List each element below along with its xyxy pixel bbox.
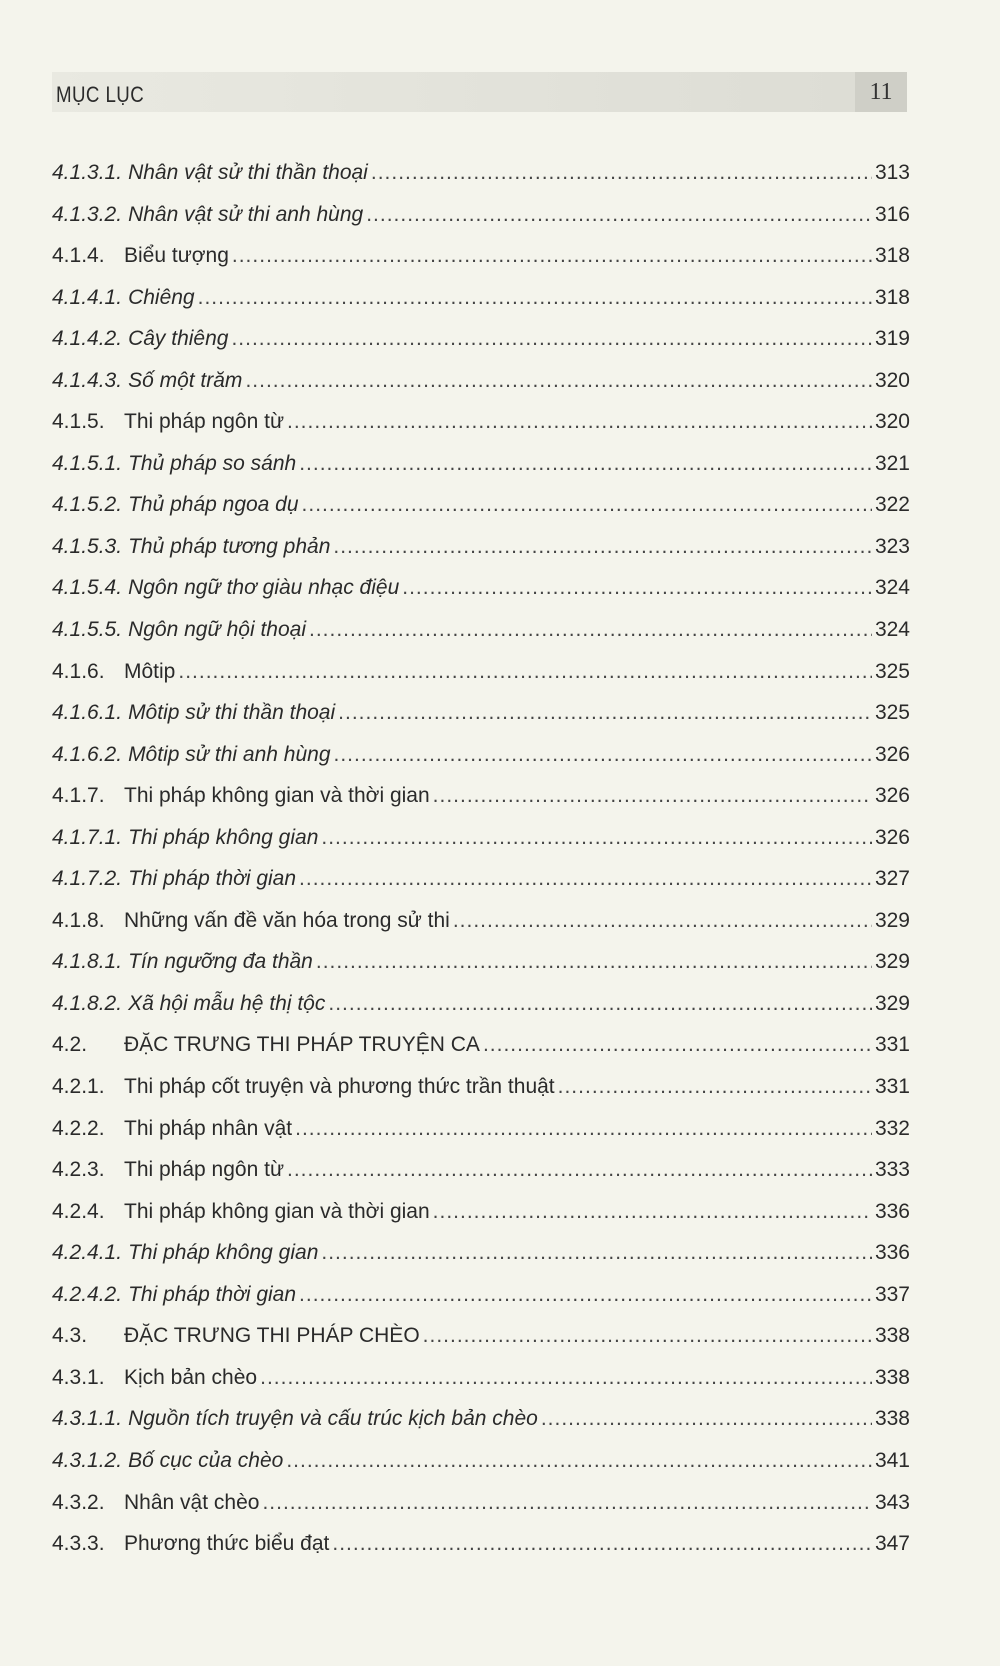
toc-entry-page: 319 [874,327,910,351]
toc-entry-number: 4.1.8. [52,908,105,932]
toc-entry-title: Môtip sử thi thần thoại [128,701,336,725]
toc-entry-number: 4.1.4.2. [52,327,123,351]
toc-entry-title: Tín ngưỡng đa thần [128,950,313,974]
toc-entry-title: Ngôn ngữ thơ giàu nhạc điệu [128,576,400,600]
toc-entry [52,443,910,485]
toc-entry-page: 326 [874,784,910,808]
toc-entry-number: 4.1.4.3. [52,368,123,392]
toc-entry [52,983,910,1025]
toc-entry [52,1357,910,1399]
toc-entry-page: 324 [874,618,910,642]
toc-entry-number: 4.1.3.1. [52,161,123,184]
toc-entry-number: 4.1.5.2. [52,493,123,517]
toc-dot-leader [302,484,872,526]
toc-entry-title: Xã hội mẫu hệ thị tộc [128,991,326,1015]
toc-entry [52,484,910,526]
toc-entry [52,900,910,942]
toc-entry-page: 341 [874,1448,910,1472]
toc-dot-leader [260,1357,872,1399]
header-page-number: 11 [855,72,907,112]
toc-dot-leader [332,1523,872,1565]
toc-entry [52,609,910,651]
toc-entry-page: 325 [874,659,910,683]
toc-entry-page: 338 [874,1365,910,1389]
toc-dot-leader [299,1274,872,1316]
toc-entry-number: 4.1.4.1. [52,285,123,309]
toc-entry-title: ĐẶC TRƯNG THI PHÁP TRUYỆN CA [124,1033,480,1057]
toc-dot-leader [366,194,872,236]
toc-entry [52,1024,910,1066]
toc-entry [52,1398,910,1440]
toc-entry [52,734,910,776]
toc-entry [52,1232,910,1274]
toc-entry-title: Nhân vật chèo [124,1490,260,1514]
toc-dot-leader [558,1066,872,1108]
toc-dot-leader [178,651,872,693]
toc-entry [52,1440,910,1482]
toc-entry [52,858,910,900]
toc-dot-leader [309,609,872,651]
toc-entry [52,360,910,402]
toc-dot-leader [402,567,872,609]
toc-entry [52,1149,910,1191]
page-header [52,72,907,112]
toc-dot-leader [423,1315,872,1357]
toc-entry-page: 331 [874,1033,910,1057]
toc-dot-leader [433,775,872,817]
toc-dot-leader [371,152,872,194]
toc-entry-page: 321 [874,451,910,475]
toc-entry [52,526,910,568]
toc-entry-page: 337 [874,1282,910,1306]
toc-entry-title: Thi pháp ngôn từ [124,410,285,434]
toc-entry-page: 347 [874,1532,910,1556]
toc-entry-title: Thi pháp không gian [128,825,319,849]
toc-entry-number: 4.1.5. [52,410,105,434]
toc-entry-number: 4.1.6.2. [52,742,123,766]
toc-entry-number: 4.1.3.2. [52,202,123,226]
toc-entry-number: 4.3. [52,1324,88,1348]
toc-entry [52,692,910,734]
toc-entry-title: Biểu tượng [124,244,229,268]
toc-dot-leader [262,1482,872,1524]
toc-dot-leader [287,401,872,443]
toc-entry-page: 320 [874,368,910,392]
toc-entry-page: 318 [874,244,910,268]
toc-dot-leader [286,1440,872,1482]
toc-entry-title: Những vấn đề văn hóa trong sử thi [124,908,450,932]
toc-entry-page: 329 [874,950,910,974]
toc-entry-page: 332 [874,1116,910,1140]
toc-entry-title: Kịch bản chèo [124,1365,258,1389]
toc-entry-title: Thi pháp không gian và thời gian [124,1199,430,1223]
toc-entry-number: 4.1.5.3. [52,534,123,558]
toc-entry [52,775,910,817]
toc-entry-page: 326 [874,825,910,849]
toc-entry-title: Thi pháp cốt truyện và phương thức trần thuật [124,1075,555,1099]
toc-entry-number: 4.3.1. [52,1365,105,1389]
toc-entry-title: Thi pháp ngôn từ [124,1158,285,1182]
toc-entry-number: 4.1.4. [52,244,105,268]
toc-dot-leader [198,277,872,319]
toc-entry [52,194,910,236]
toc-dot-leader [299,443,872,485]
toc-entry-number: 4.2.3. [52,1158,105,1182]
toc-dot-leader [231,318,871,360]
toc-entry-number: 4.1.7.1. [52,825,123,849]
toc-entry-number: 4.1.5.1. [52,451,123,475]
toc-dot-leader [541,1398,872,1440]
toc-entry-title: Thi pháp nhân vật [124,1116,293,1140]
header-title: MỤC LỤC [56,82,145,107]
toc-entry-page: 313 [874,161,910,184]
toc-dot-leader [321,817,872,859]
toc-dot-leader [321,1232,872,1274]
toc-dot-leader [334,734,872,776]
toc-entry-page: 338 [874,1407,910,1431]
toc-entry-page: 336 [874,1241,910,1265]
toc-entry-page: 329 [874,908,910,932]
toc-entry-number: 4.2.2. [52,1116,105,1140]
toc-dot-leader [316,941,872,983]
toc-dot-leader [328,983,872,1025]
toc-entry-page: 327 [874,867,910,891]
toc-entry-title: ĐẶC TRƯNG THI PHÁP CHÈO [124,1324,420,1348]
toc-entry [52,152,910,194]
toc-dot-leader [433,1191,872,1233]
toc-entry-title: Thủ pháp so sánh [128,451,297,475]
toc-entry-number: 4.1.7. [52,784,105,808]
toc-entry-page: 338 [874,1324,910,1348]
table-of-contents [52,152,910,1565]
toc-entry-number: 4.1.6. [52,659,105,683]
toc-entry [52,1315,910,1357]
toc-entry-title: Thủ pháp ngoa dụ [128,493,299,517]
toc-entry-number: 4.2.4.2. [52,1282,123,1306]
toc-entry-number: 4.2.4.1. [52,1241,123,1265]
toc-entry-page: 316 [874,202,910,226]
toc-entry-number: 4.1.6.1. [52,701,123,725]
toc-entry-page: 318 [874,285,910,309]
toc-dot-leader [333,526,872,568]
toc-entry-page: 326 [874,742,910,766]
toc-entry-title: Số một trăm [128,368,243,392]
toc-entry [52,651,910,693]
toc-entry-page: 323 [874,534,910,558]
toc-dot-leader [338,692,872,734]
toc-entry [52,1523,910,1565]
toc-entry-page: 325 [874,701,910,725]
toc-entry-title: Ngôn ngữ hội thoại [128,618,306,642]
toc-entry-number: 4.2.1. [52,1075,105,1099]
toc-entry [52,277,910,319]
toc-entry-page: 336 [874,1199,910,1223]
toc-entry-number: 4.3.1.2. [52,1448,123,1472]
toc-entry-number: 4.1.5.5. [52,618,123,642]
toc-entry-page: 322 [874,493,910,517]
toc-entry [52,235,910,277]
toc-entry [52,1274,910,1316]
toc-entry [52,1191,910,1233]
toc-dot-leader [232,235,872,277]
toc-entry-title: Thi pháp thời gian [128,867,297,891]
toc-entry-title: Chiêng [128,285,195,309]
toc-entry-title: Nguồn tích truyện và cấu trúc kịch bản chèo [128,1407,538,1431]
toc-entry-title: Phương thức biểu đạt [124,1532,330,1556]
toc-entry [52,567,910,609]
toc-entry-page: 343 [874,1490,910,1514]
toc-entry-title: Cây thiêng [128,327,229,351]
toc-dot-leader [453,900,872,942]
toc-dot-leader [287,1149,872,1191]
toc-entry-page: 324 [874,576,910,600]
toc-entry [52,401,910,443]
toc-entry-number: 4.3.2. [52,1490,105,1514]
toc-entry-number: 4.1.7.2. [52,867,123,891]
toc-entry-title: Môtip sử thi anh hùng [128,742,331,766]
toc-entry-number: 4.1.8.1. [52,950,123,974]
toc-entry-title: Thi pháp không gian và thời gian [124,784,430,808]
toc-entry-number: 4.1.5.4. [52,576,123,600]
toc-entry [52,817,910,859]
toc-entry-number: 4.2. [52,1033,88,1057]
toc-entry [52,941,910,983]
toc-dot-leader [245,360,872,402]
toc-entry [52,1108,910,1150]
toc-entry [52,1482,910,1524]
toc-dot-leader [483,1024,872,1066]
toc-entry-number: 4.2.4. [52,1199,105,1223]
toc-entry-number: 4.1.8.2. [52,991,123,1015]
toc-entry-page: 329 [874,991,910,1015]
toc-entry-number: 4.3.1.1. [52,1407,123,1431]
toc-entry-title: Thi pháp không gian [128,1241,319,1265]
toc-entry-title: Nhân vật sử thi thần thoại [128,161,368,184]
toc-dot-leader [299,858,872,900]
toc-entry-title: Bố cục của chèo [128,1448,284,1472]
toc-entry-title: Thủ pháp tương phản [128,534,331,558]
toc-entry-number: 4.3.3. [52,1532,105,1556]
toc-dot-leader [295,1108,872,1150]
toc-entry [52,318,910,360]
toc-entry-title: Môtip [124,659,176,683]
toc-entry-page: 331 [874,1075,910,1099]
toc-entry [52,1066,910,1108]
toc-entry-page: 333 [874,1158,910,1182]
toc-entry-title: Nhân vật sử thi anh hùng [128,202,364,226]
toc-entry-page: 320 [874,410,910,434]
toc-entry-title: Thi pháp thời gian [128,1282,297,1306]
